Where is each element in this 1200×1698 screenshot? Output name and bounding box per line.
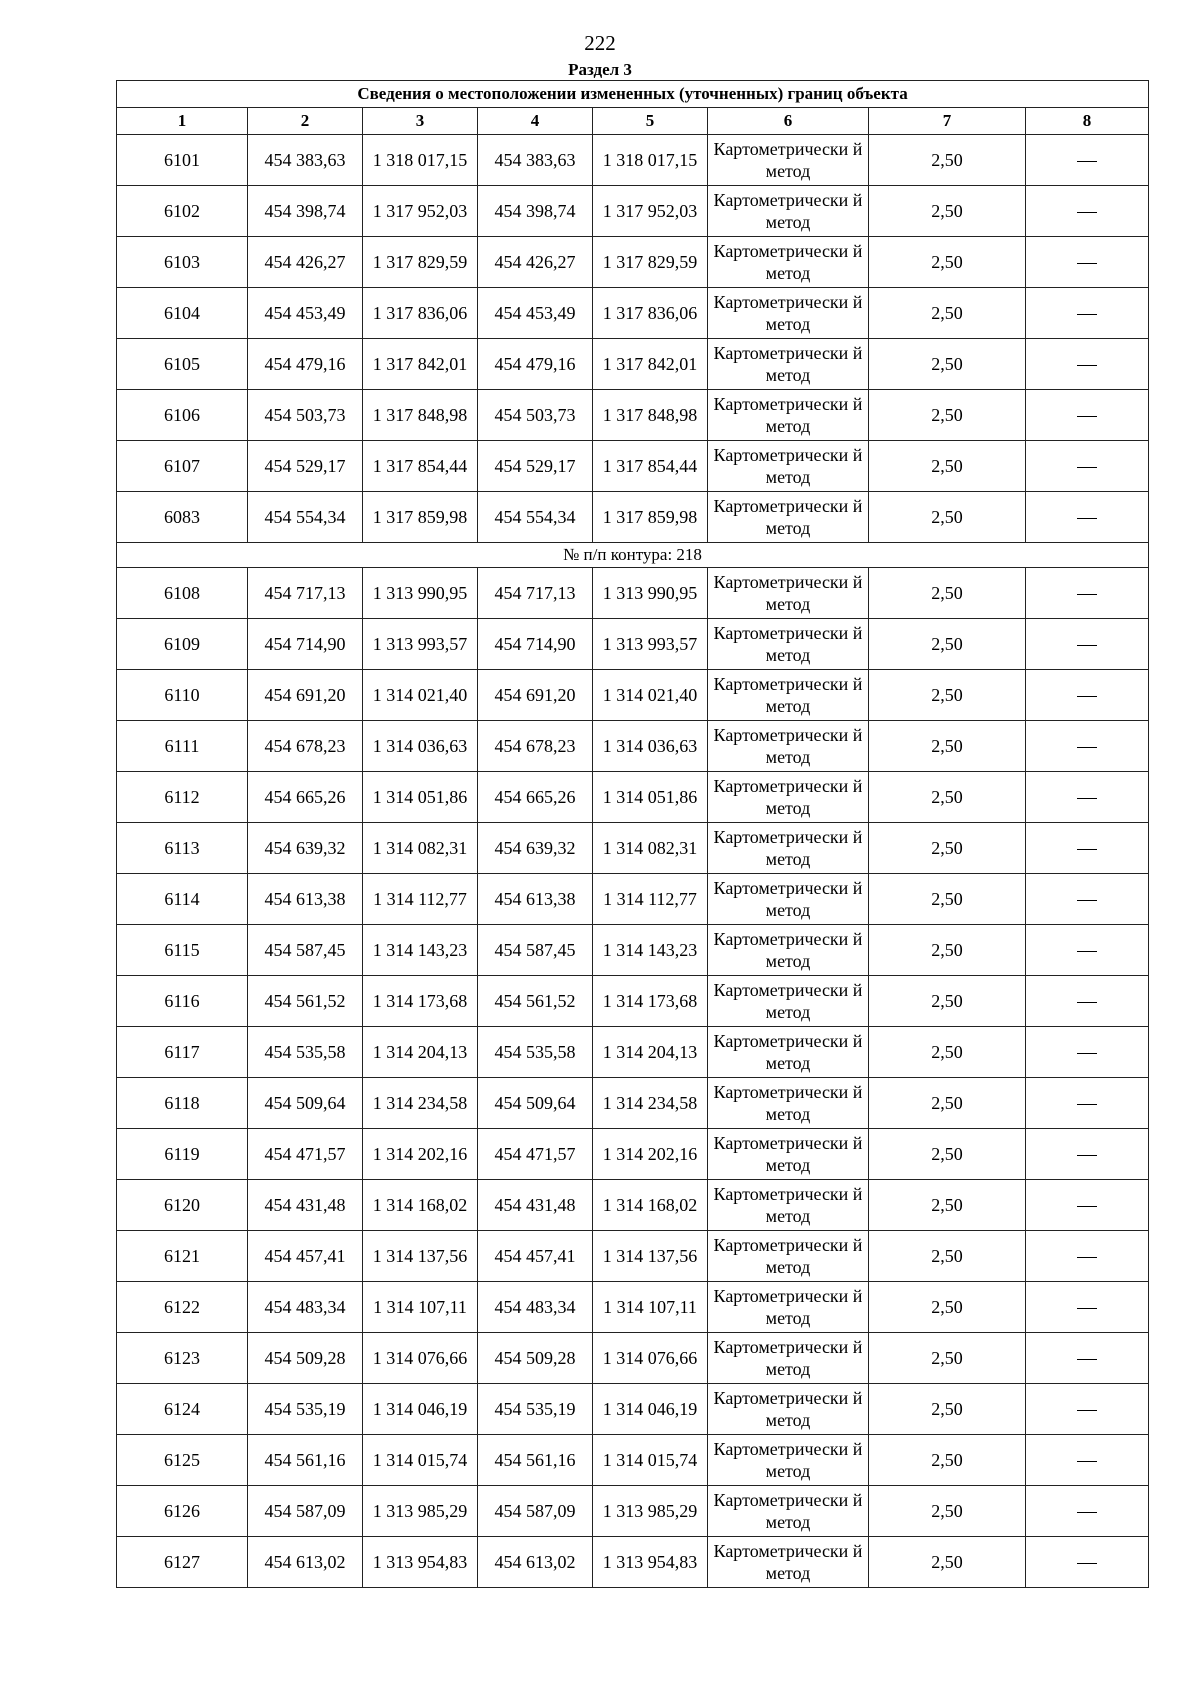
table-row bbox=[117, 1282, 1149, 1333]
dash-mark bbox=[1077, 263, 1097, 264]
point-number-cell: 6115 bbox=[117, 925, 248, 976]
accuracy-cell: 2,50 bbox=[869, 874, 1026, 925]
contour-row bbox=[117, 543, 1149, 568]
existing-x-cell: 454 554,34 bbox=[248, 492, 363, 543]
note-cell bbox=[1026, 619, 1149, 670]
note-cell bbox=[1026, 390, 1149, 441]
method-cell: Картометрически й метод bbox=[708, 772, 869, 823]
method-cell: Картометрически й метод bbox=[708, 1129, 869, 1180]
note-cell bbox=[1026, 339, 1149, 390]
note-cell bbox=[1026, 1282, 1149, 1333]
accuracy-cell: 2,50 bbox=[869, 1180, 1026, 1231]
existing-y-cell: 1 314 168,02 bbox=[363, 1180, 478, 1231]
new-y-cell: 1 317 859,98 bbox=[593, 492, 708, 543]
dash-mark bbox=[1077, 1002, 1097, 1003]
dash-mark bbox=[1077, 1308, 1097, 1309]
column-number: 1 bbox=[117, 108, 248, 135]
accuracy-cell: 2,50 bbox=[869, 1486, 1026, 1537]
point-number-cell: 6101 bbox=[117, 135, 248, 186]
existing-x-cell: 454 535,19 bbox=[248, 1384, 363, 1435]
new-y-cell: 1 317 952,03 bbox=[593, 186, 708, 237]
existing-x-cell: 454 678,23 bbox=[248, 721, 363, 772]
method-cell: Картометрически й метод bbox=[708, 186, 869, 237]
existing-y-cell: 1 314 107,11 bbox=[363, 1282, 478, 1333]
existing-x-cell: 454 587,45 bbox=[248, 925, 363, 976]
new-x-cell: 454 678,23 bbox=[478, 721, 593, 772]
new-x-cell: 454 691,20 bbox=[478, 670, 593, 721]
new-x-cell: 454 471,57 bbox=[478, 1129, 593, 1180]
point-number-cell: 6103 bbox=[117, 237, 248, 288]
existing-y-cell: 1 314 076,66 bbox=[363, 1333, 478, 1384]
note-cell bbox=[1026, 1129, 1149, 1180]
table-row bbox=[117, 1180, 1149, 1231]
new-x-cell: 454 554,34 bbox=[478, 492, 593, 543]
new-y-cell: 1 317 829,59 bbox=[593, 237, 708, 288]
existing-x-cell: 454 426,27 bbox=[248, 237, 363, 288]
existing-y-cell: 1 317 952,03 bbox=[363, 186, 478, 237]
method-cell: Картометрически й метод bbox=[708, 1384, 869, 1435]
existing-y-cell: 1 317 854,44 bbox=[363, 441, 478, 492]
existing-y-cell: 1 317 842,01 bbox=[363, 339, 478, 390]
new-x-cell: 454 717,13 bbox=[478, 568, 593, 619]
existing-x-cell: 454 479,16 bbox=[248, 339, 363, 390]
table-row bbox=[117, 390, 1149, 441]
method-cell: Картометрически й метод bbox=[708, 1282, 869, 1333]
existing-x-cell: 454 383,63 bbox=[248, 135, 363, 186]
method-cell: Картометрически й метод bbox=[708, 237, 869, 288]
note-cell bbox=[1026, 135, 1149, 186]
dash-mark bbox=[1077, 1410, 1097, 1411]
accuracy-cell: 2,50 bbox=[869, 976, 1026, 1027]
existing-x-cell: 454 535,58 bbox=[248, 1027, 363, 1078]
existing-x-cell: 454 665,26 bbox=[248, 772, 363, 823]
existing-x-cell: 454 529,17 bbox=[248, 441, 363, 492]
existing-y-cell: 1 313 990,95 bbox=[363, 568, 478, 619]
existing-y-cell: 1 314 082,31 bbox=[363, 823, 478, 874]
new-y-cell: 1 317 836,06 bbox=[593, 288, 708, 339]
new-x-cell: 454 431,48 bbox=[478, 1180, 593, 1231]
existing-y-cell: 1 314 137,56 bbox=[363, 1231, 478, 1282]
column-number: 5 bbox=[593, 108, 708, 135]
existing-x-cell: 454 503,73 bbox=[248, 390, 363, 441]
new-x-cell: 454 509,64 bbox=[478, 1078, 593, 1129]
note-cell bbox=[1026, 925, 1149, 976]
new-y-cell: 1 313 990,95 bbox=[593, 568, 708, 619]
method-cell: Картометрически й метод bbox=[708, 339, 869, 390]
existing-x-cell: 454 561,16 bbox=[248, 1435, 363, 1486]
existing-x-cell: 454 509,64 bbox=[248, 1078, 363, 1129]
new-y-cell: 1 318 017,15 bbox=[593, 135, 708, 186]
new-y-cell: 1 314 076,66 bbox=[593, 1333, 708, 1384]
new-x-cell: 454 535,58 bbox=[478, 1027, 593, 1078]
note-cell bbox=[1026, 670, 1149, 721]
method-cell: Картометрически й метод bbox=[708, 1537, 869, 1588]
table-row bbox=[117, 670, 1149, 721]
method-cell: Картометрически й метод bbox=[708, 1486, 869, 1537]
existing-y-cell: 1 314 173,68 bbox=[363, 976, 478, 1027]
existing-x-cell: 454 509,28 bbox=[248, 1333, 363, 1384]
dash-mark bbox=[1077, 1512, 1097, 1513]
existing-y-cell: 1 314 015,74 bbox=[363, 1435, 478, 1486]
existing-x-cell: 454 714,90 bbox=[248, 619, 363, 670]
new-y-cell: 1 314 204,13 bbox=[593, 1027, 708, 1078]
column-number-row bbox=[117, 108, 1149, 135]
existing-x-cell: 454 717,13 bbox=[248, 568, 363, 619]
accuracy-cell: 2,50 bbox=[869, 1282, 1026, 1333]
point-number-cell: 6109 bbox=[117, 619, 248, 670]
accuracy-cell: 2,50 bbox=[869, 619, 1026, 670]
dash-mark bbox=[1077, 849, 1097, 850]
column-number: 4 bbox=[478, 108, 593, 135]
accuracy-cell: 2,50 bbox=[869, 925, 1026, 976]
note-cell bbox=[1026, 237, 1149, 288]
table-row bbox=[117, 568, 1149, 619]
existing-x-cell: 454 639,32 bbox=[248, 823, 363, 874]
new-x-cell: 454 665,26 bbox=[478, 772, 593, 823]
point-number-cell: 6122 bbox=[117, 1282, 248, 1333]
accuracy-cell: 2,50 bbox=[869, 1129, 1026, 1180]
accuracy-cell: 2,50 bbox=[869, 772, 1026, 823]
existing-x-cell: 454 431,48 bbox=[248, 1180, 363, 1231]
new-y-cell: 1 314 107,11 bbox=[593, 1282, 708, 1333]
section-title: Раздел 3 bbox=[568, 60, 632, 79]
dash-mark bbox=[1077, 212, 1097, 213]
new-x-cell: 454 457,41 bbox=[478, 1231, 593, 1282]
existing-x-cell: 454 613,02 bbox=[248, 1537, 363, 1588]
accuracy-cell: 2,50 bbox=[869, 492, 1026, 543]
table-row bbox=[117, 925, 1149, 976]
point-number-cell: 6117 bbox=[117, 1027, 248, 1078]
new-x-cell: 454 587,09 bbox=[478, 1486, 593, 1537]
existing-y-cell: 1 314 112,77 bbox=[363, 874, 478, 925]
table-caption: Сведения о местоположении измененных (уточненных) границ объекта bbox=[117, 81, 1149, 108]
method-cell: Картометрически й метод bbox=[708, 441, 869, 492]
new-x-cell: 454 613,02 bbox=[478, 1537, 593, 1588]
method-cell: Картометрически й метод bbox=[708, 135, 869, 186]
dash-mark bbox=[1077, 1359, 1097, 1360]
note-cell bbox=[1026, 568, 1149, 619]
table-row bbox=[117, 1384, 1149, 1435]
method-cell: Картометрически й метод bbox=[708, 492, 869, 543]
new-x-cell: 454 561,52 bbox=[478, 976, 593, 1027]
existing-y-cell: 1 314 202,16 bbox=[363, 1129, 478, 1180]
method-cell: Картометрически й метод bbox=[708, 390, 869, 441]
method-cell: Картометрически й метод bbox=[708, 1078, 869, 1129]
method-cell: Картометрически й метод bbox=[708, 1231, 869, 1282]
new-x-cell: 454 529,17 bbox=[478, 441, 593, 492]
point-number-cell: 6124 bbox=[117, 1384, 248, 1435]
table-row bbox=[117, 619, 1149, 670]
new-y-cell: 1 314 137,56 bbox=[593, 1231, 708, 1282]
note-cell bbox=[1026, 874, 1149, 925]
table-row bbox=[117, 1231, 1149, 1282]
note-cell bbox=[1026, 1231, 1149, 1282]
new-y-cell: 1 314 015,74 bbox=[593, 1435, 708, 1486]
method-cell: Картометрически й метод bbox=[708, 670, 869, 721]
new-y-cell: 1 314 202,16 bbox=[593, 1129, 708, 1180]
existing-x-cell: 454 398,74 bbox=[248, 186, 363, 237]
accuracy-cell: 2,50 bbox=[869, 1435, 1026, 1486]
table-row bbox=[117, 237, 1149, 288]
new-y-cell: 1 313 985,29 bbox=[593, 1486, 708, 1537]
existing-x-cell: 454 457,41 bbox=[248, 1231, 363, 1282]
existing-x-cell: 454 561,52 bbox=[248, 976, 363, 1027]
note-cell bbox=[1026, 288, 1149, 339]
existing-y-cell: 1 313 954,83 bbox=[363, 1537, 478, 1588]
new-x-cell: 454 535,19 bbox=[478, 1384, 593, 1435]
method-cell: Картометрически й метод bbox=[708, 721, 869, 772]
point-number-cell: 6123 bbox=[117, 1333, 248, 1384]
dash-mark bbox=[1077, 951, 1097, 952]
dash-mark bbox=[1077, 416, 1097, 417]
new-y-cell: 1 314 051,86 bbox=[593, 772, 708, 823]
method-cell: Картометрически й метод bbox=[708, 1027, 869, 1078]
dash-mark bbox=[1077, 594, 1097, 595]
dash-mark bbox=[1077, 798, 1097, 799]
table-row bbox=[117, 1027, 1149, 1078]
existing-y-cell: 1 314 036,63 bbox=[363, 721, 478, 772]
accuracy-cell: 2,50 bbox=[869, 339, 1026, 390]
point-number-cell: 6127 bbox=[117, 1537, 248, 1588]
note-cell bbox=[1026, 1078, 1149, 1129]
dash-mark bbox=[1077, 1206, 1097, 1207]
dash-mark bbox=[1077, 696, 1097, 697]
new-x-cell: 454 426,27 bbox=[478, 237, 593, 288]
column-number: 8 bbox=[1026, 108, 1149, 135]
point-number-cell: 6113 bbox=[117, 823, 248, 874]
new-y-cell: 1 314 082,31 bbox=[593, 823, 708, 874]
new-y-cell: 1 317 854,44 bbox=[593, 441, 708, 492]
note-cell bbox=[1026, 492, 1149, 543]
existing-y-cell: 1 313 993,57 bbox=[363, 619, 478, 670]
point-number-cell: 6110 bbox=[117, 670, 248, 721]
note-cell bbox=[1026, 1333, 1149, 1384]
coordinates-table bbox=[116, 80, 1149, 1588]
new-x-cell: 454 503,73 bbox=[478, 390, 593, 441]
method-cell: Картометрически й метод bbox=[708, 823, 869, 874]
accuracy-cell: 2,50 bbox=[869, 670, 1026, 721]
note-cell bbox=[1026, 1537, 1149, 1588]
new-y-cell: 1 314 046,19 bbox=[593, 1384, 708, 1435]
table-row bbox=[117, 772, 1149, 823]
table-row bbox=[117, 1537, 1149, 1588]
existing-y-cell: 1 317 848,98 bbox=[363, 390, 478, 441]
accuracy-cell: 2,50 bbox=[869, 135, 1026, 186]
dash-mark bbox=[1077, 1461, 1097, 1462]
existing-x-cell: 454 471,57 bbox=[248, 1129, 363, 1180]
accuracy-cell: 2,50 bbox=[869, 186, 1026, 237]
point-number-cell: 6102 bbox=[117, 186, 248, 237]
point-number-cell: 6125 bbox=[117, 1435, 248, 1486]
table-row bbox=[117, 339, 1149, 390]
dash-mark bbox=[1077, 161, 1097, 162]
table-row bbox=[117, 976, 1149, 1027]
existing-y-cell: 1 314 234,58 bbox=[363, 1078, 478, 1129]
table-row bbox=[117, 1435, 1149, 1486]
existing-y-cell: 1 313 985,29 bbox=[363, 1486, 478, 1537]
new-x-cell: 454 398,74 bbox=[478, 186, 593, 237]
note-cell bbox=[1026, 186, 1149, 237]
note-cell bbox=[1026, 441, 1149, 492]
existing-y-cell: 1 314 021,40 bbox=[363, 670, 478, 721]
dash-mark bbox=[1077, 467, 1097, 468]
point-number-cell: 6126 bbox=[117, 1486, 248, 1537]
column-number: 7 bbox=[869, 108, 1026, 135]
point-number-cell: 6119 bbox=[117, 1129, 248, 1180]
new-y-cell: 1 314 112,77 bbox=[593, 874, 708, 925]
method-cell: Картометрически й метод bbox=[708, 568, 869, 619]
dash-mark bbox=[1077, 1053, 1097, 1054]
new-x-cell: 454 453,49 bbox=[478, 288, 593, 339]
accuracy-cell: 2,50 bbox=[869, 1384, 1026, 1435]
accuracy-cell: 2,50 bbox=[869, 568, 1026, 619]
new-y-cell: 1 314 173,68 bbox=[593, 976, 708, 1027]
point-number-cell: 6121 bbox=[117, 1231, 248, 1282]
existing-y-cell: 1 314 204,13 bbox=[363, 1027, 478, 1078]
existing-x-cell: 454 613,38 bbox=[248, 874, 363, 925]
note-cell bbox=[1026, 721, 1149, 772]
note-cell bbox=[1026, 976, 1149, 1027]
dash-mark bbox=[1077, 900, 1097, 901]
point-number-cell: 6104 bbox=[117, 288, 248, 339]
new-x-cell: 454 509,28 bbox=[478, 1333, 593, 1384]
dash-mark bbox=[1077, 1104, 1097, 1105]
existing-y-cell: 1 314 051,86 bbox=[363, 772, 478, 823]
note-cell bbox=[1026, 772, 1149, 823]
accuracy-cell: 2,50 bbox=[869, 1333, 1026, 1384]
dash-mark bbox=[1077, 518, 1097, 519]
new-x-cell: 454 613,38 bbox=[478, 874, 593, 925]
existing-y-cell: 1 318 017,15 bbox=[363, 135, 478, 186]
column-number: 3 bbox=[363, 108, 478, 135]
note-cell bbox=[1026, 1384, 1149, 1435]
contour-label: № п/п контура: 218 bbox=[117, 543, 1149, 568]
accuracy-cell: 2,50 bbox=[869, 823, 1026, 874]
new-x-cell: 454 483,34 bbox=[478, 1282, 593, 1333]
table-row bbox=[117, 721, 1149, 772]
dash-mark bbox=[1077, 1155, 1097, 1156]
table-row bbox=[117, 823, 1149, 874]
point-number-cell: 6118 bbox=[117, 1078, 248, 1129]
new-x-cell: 454 479,16 bbox=[478, 339, 593, 390]
existing-y-cell: 1 317 859,98 bbox=[363, 492, 478, 543]
method-cell: Картометрически й метод bbox=[708, 1180, 869, 1231]
method-cell: Картометрически й метод bbox=[708, 874, 869, 925]
table-row bbox=[117, 1486, 1149, 1537]
method-cell: Картометрически й метод bbox=[708, 976, 869, 1027]
column-number: 6 bbox=[708, 108, 869, 135]
dash-mark bbox=[1077, 747, 1097, 748]
method-cell: Картометрически й метод bbox=[708, 619, 869, 670]
new-y-cell: 1 314 143,23 bbox=[593, 925, 708, 976]
existing-x-cell: 454 691,20 bbox=[248, 670, 363, 721]
existing-y-cell: 1 314 143,23 bbox=[363, 925, 478, 976]
new-y-cell: 1 313 954,83 bbox=[593, 1537, 708, 1588]
method-cell: Картометрически й метод bbox=[708, 288, 869, 339]
point-number-cell: 6120 bbox=[117, 1180, 248, 1231]
table-row bbox=[117, 1129, 1149, 1180]
table-row bbox=[117, 492, 1149, 543]
existing-x-cell: 454 453,49 bbox=[248, 288, 363, 339]
new-y-cell: 1 314 036,63 bbox=[593, 721, 708, 772]
new-y-cell: 1 314 168,02 bbox=[593, 1180, 708, 1231]
accuracy-cell: 2,50 bbox=[869, 390, 1026, 441]
existing-y-cell: 1 317 836,06 bbox=[363, 288, 478, 339]
point-number-cell: 6114 bbox=[117, 874, 248, 925]
table-row bbox=[117, 441, 1149, 492]
dash-mark bbox=[1077, 645, 1097, 646]
table-row bbox=[117, 135, 1149, 186]
accuracy-cell: 2,50 bbox=[869, 288, 1026, 339]
table-row bbox=[117, 288, 1149, 339]
method-cell: Картометрически й метод bbox=[708, 1333, 869, 1384]
point-number-cell: 6083 bbox=[117, 492, 248, 543]
accuracy-cell: 2,50 bbox=[869, 721, 1026, 772]
existing-y-cell: 1 314 046,19 bbox=[363, 1384, 478, 1435]
note-cell bbox=[1026, 823, 1149, 874]
table-row bbox=[117, 874, 1149, 925]
existing-x-cell: 454 483,34 bbox=[248, 1282, 363, 1333]
note-cell bbox=[1026, 1486, 1149, 1537]
accuracy-cell: 2,50 bbox=[869, 1078, 1026, 1129]
new-y-cell: 1 317 848,98 bbox=[593, 390, 708, 441]
dash-mark bbox=[1077, 1563, 1097, 1564]
new-x-cell: 454 383,63 bbox=[478, 135, 593, 186]
table-row bbox=[117, 186, 1149, 237]
accuracy-cell: 2,50 bbox=[869, 441, 1026, 492]
point-number-cell: 6106 bbox=[117, 390, 248, 441]
new-x-cell: 454 561,16 bbox=[478, 1435, 593, 1486]
method-cell: Картометрически й метод bbox=[708, 1435, 869, 1486]
accuracy-cell: 2,50 bbox=[869, 1027, 1026, 1078]
accuracy-cell: 2,50 bbox=[869, 1537, 1026, 1588]
new-y-cell: 1 313 993,57 bbox=[593, 619, 708, 670]
point-number-cell: 6107 bbox=[117, 441, 248, 492]
point-number-cell: 6108 bbox=[117, 568, 248, 619]
new-y-cell: 1 314 234,58 bbox=[593, 1078, 708, 1129]
new-x-cell: 454 714,90 bbox=[478, 619, 593, 670]
note-cell bbox=[1026, 1435, 1149, 1486]
existing-y-cell: 1 317 829,59 bbox=[363, 237, 478, 288]
method-cell: Картометрически й метод bbox=[708, 925, 869, 976]
accuracy-cell: 2,50 bbox=[869, 237, 1026, 288]
dash-mark bbox=[1077, 1257, 1097, 1258]
dash-mark bbox=[1077, 365, 1097, 366]
table-row bbox=[117, 1078, 1149, 1129]
dash-mark bbox=[1077, 314, 1097, 315]
point-number-cell: 6116 bbox=[117, 976, 248, 1027]
new-x-cell: 454 587,45 bbox=[478, 925, 593, 976]
existing-x-cell: 454 587,09 bbox=[248, 1486, 363, 1537]
note-cell bbox=[1026, 1180, 1149, 1231]
point-number-cell: 6112 bbox=[117, 772, 248, 823]
page-number: 222 bbox=[584, 31, 616, 55]
point-number-cell: 6111 bbox=[117, 721, 248, 772]
note-cell bbox=[1026, 1027, 1149, 1078]
column-number: 2 bbox=[248, 108, 363, 135]
new-y-cell: 1 317 842,01 bbox=[593, 339, 708, 390]
point-number-cell: 6105 bbox=[117, 339, 248, 390]
new-y-cell: 1 314 021,40 bbox=[593, 670, 708, 721]
new-x-cell: 454 639,32 bbox=[478, 823, 593, 874]
accuracy-cell: 2,50 bbox=[869, 1231, 1026, 1282]
table-row bbox=[117, 1333, 1149, 1384]
